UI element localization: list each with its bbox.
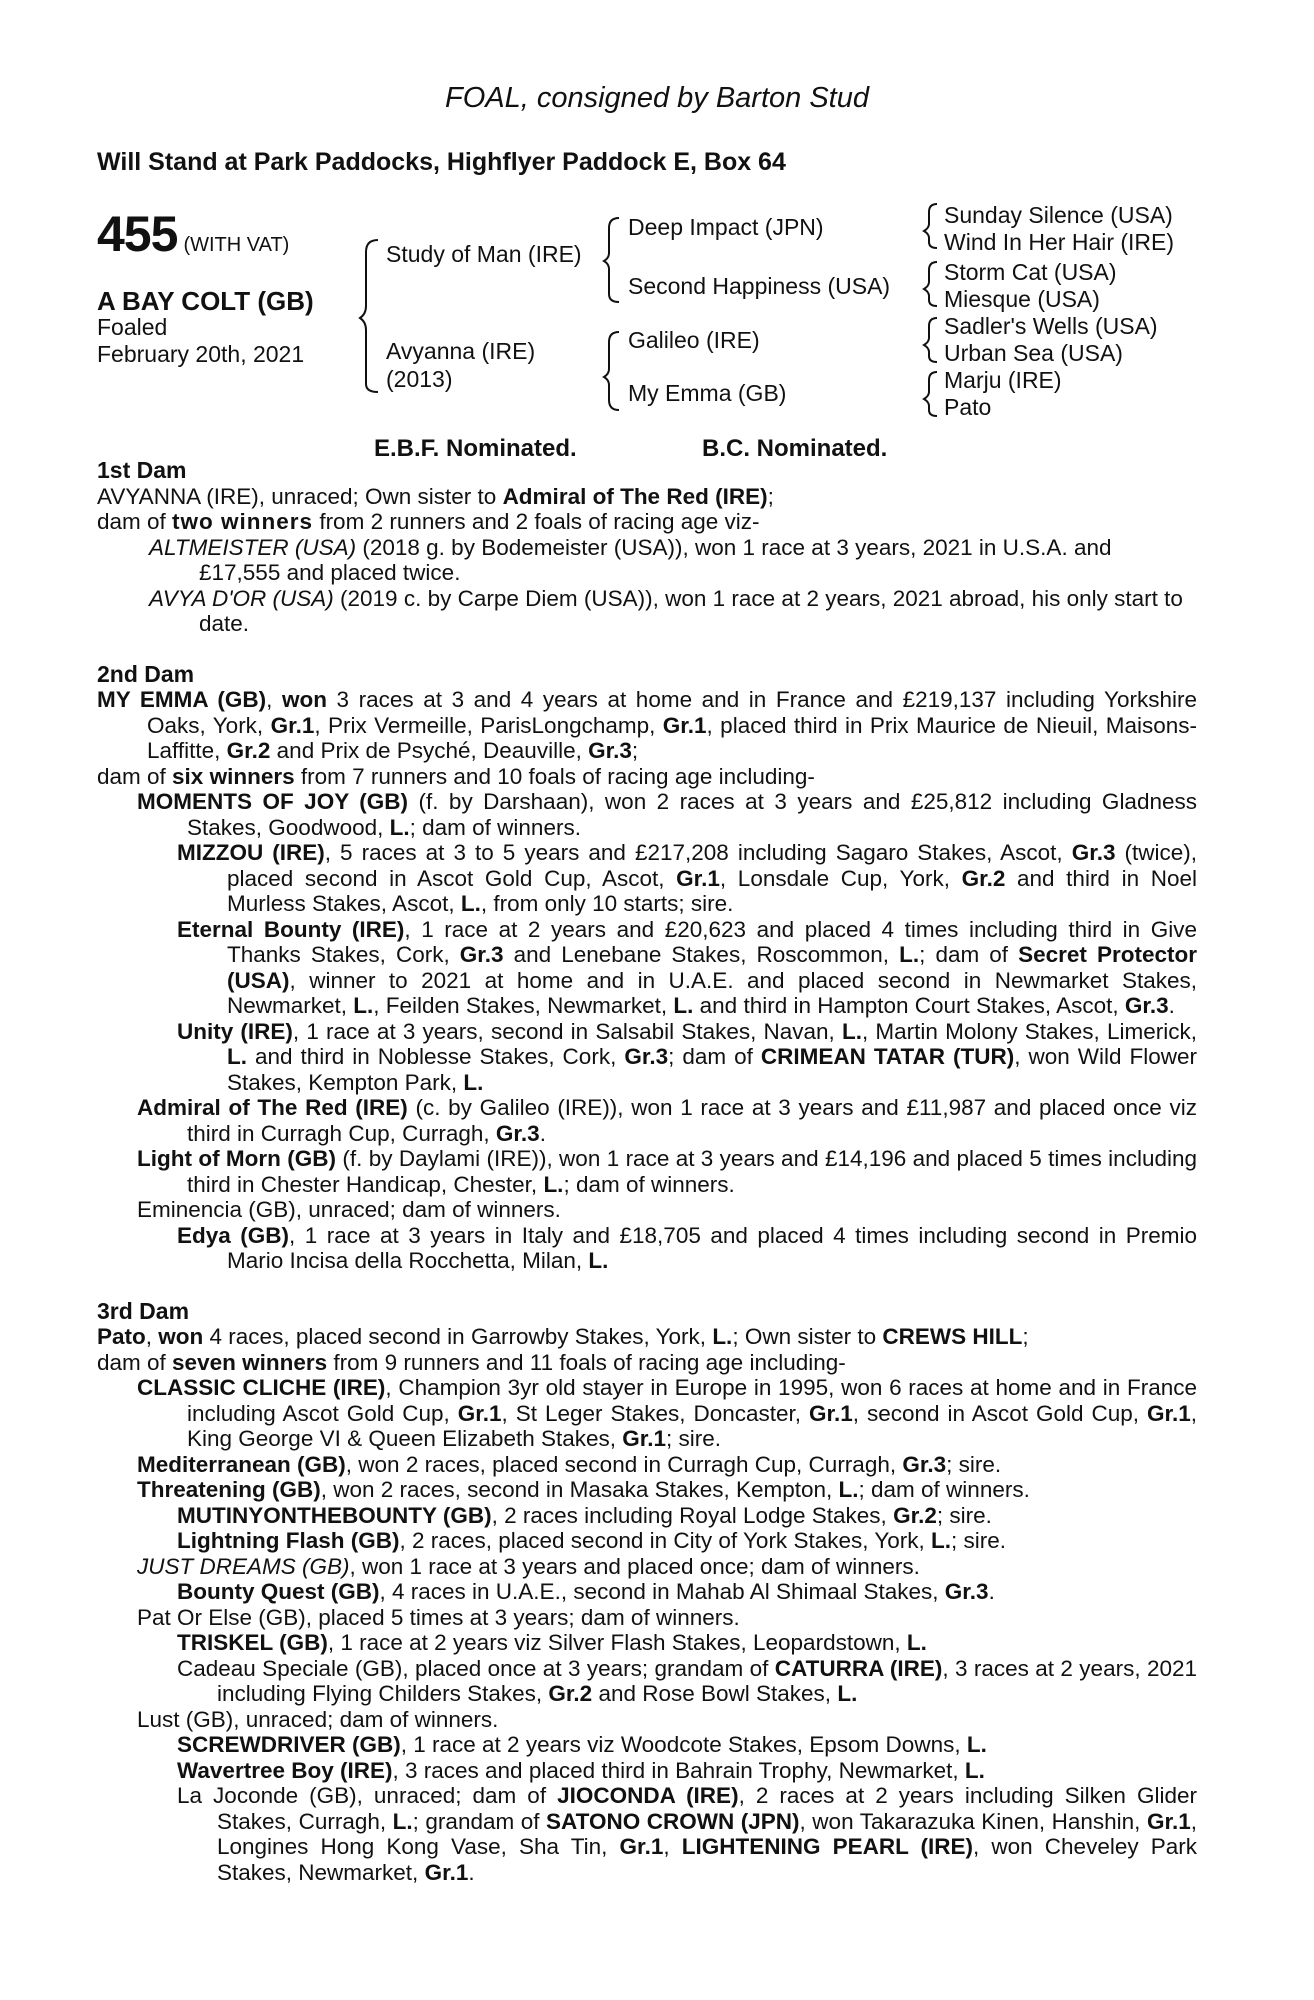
progeny-altmeister: ALTMEISTER (USA) (2018 g. by Bodemeister (USA)), won 1 race at 3 years, 2021 in U.S.A. and £17,555 and placed twice. (149, 534, 1112, 585)
progeny-threatening: Threatening (GB), won 2 races, second in Masaka Stakes, Kempton, L.; dam of winners. (137, 1477, 1030, 1502)
dam-sire: Galileo (IRE) (628, 327, 760, 353)
progeny-unity: Unity (IRE), 1 race at 3 years, second in Salsabil Stakes, Navan, L., Martin Molony Stakes, Limerick, L. and third in Noblesse Stakes, Cork, Gr.3; dam of CRIMEAN TATAR (TUR), won Wild Flower Stakes, Kempton Park, L. (177, 1018, 1198, 1095)
gen3-ddd: Pato (944, 394, 992, 420)
gen3-sdd: Miesque (USA) (944, 286, 1100, 312)
progeny-bounty-quest: Bounty Quest (GB), 4 races in U.A.E., second in Mahab Al Shimaal Stakes, Gr.3. (177, 1579, 995, 1604)
progeny-mutinyonthebounty: MUTINYONTHEBOUNTY (GB), 2 races including Royal Lodge Stakes, Gr.2; sire. (177, 1502, 992, 1528)
gen3-dsd: Urban Sea (USA) (944, 340, 1123, 366)
bc-nomination: B.C. Nominated. (702, 435, 888, 462)
catalogue-header: FOAL, consigned by Barton Stud (445, 82, 869, 114)
progeny-pat-or-else: Pat Or Else (GB), placed 5 times at 3 years; dam of winners. (137, 1604, 740, 1630)
gen3-dds: Marju (IRE) (944, 367, 1062, 393)
first-dam-title: 1st Dam (97, 457, 187, 483)
lot-description: A BAY COLT (GB) (97, 286, 314, 316)
ebf-nomination: E.B.F. Nominated. (374, 435, 577, 462)
progeny-cadeau-speciale: Cadeau Speciale (GB), placed once at 3 years; grandam of CATURRA (IRE), 3 races at 2 years, 2021 including Flying Childers Stakes, Gr.2 and Rose Bowl Stakes, L. (177, 1655, 1197, 1706)
gen3-ssd: Wind In Her Hair (IRE) (944, 229, 1175, 255)
sire-dam: Second Happiness (USA) (628, 273, 891, 299)
progeny-classic-cliche: CLASSIC CLICHE (IRE), Champion 3yr old stayer in Europe in 1995, won 6 races at home and in France including Ascot Gold Cup, Gr.1, St Leger Stakes, Doncaster, Gr.1, second in Ascot Gold Cup, Gr.1, King George VI & Queen Elizabeth Stakes, Gr.1; sire. (137, 1375, 1197, 1451)
progeny-just-dreams: JUST DREAMS (GB), won 1 race at 3 years and placed once; dam of winners. (137, 1553, 920, 1579)
sire: Study of Man (IRE) (386, 241, 582, 267)
dam-dam: My Emma (GB) (628, 380, 787, 406)
dam-year: (2013) (386, 366, 453, 392)
foaled-label: Foaled (97, 314, 168, 340)
third-dam-line2: dam of seven winners from 9 runners and 11 foals of racing age including- (97, 1349, 846, 1375)
progeny-eminencia: Eminencia (GB), unraced; dam of winners. (137, 1197, 561, 1222)
second-dam-line1: MY EMMA (GB), won 3 races at 3 and 4 years at home and in France and £219,137 including Yorkshire Oaks, York, Gr.1, Prix Vermeille, ParisLongchamp, Gr.1, placed third in Prix Maurice de Nieuil, Maisons-Laffitte, Gr.2 and Prix de Psyché, Deauville, Gr.3; (97, 687, 1197, 763)
progeny-lightning-flash: Lightning Flash (GB), 2 races, placed second in City of York Stakes, York, L.; sire. (177, 1528, 1007, 1553)
progeny-eternal-bounty: Eternal Bounty (IRE), 1 race at 2 years and £20,623 and placed 4 times including third in Give Thanks Stakes, Cork, Gr.3 and Lenebane Stakes, Roscommon, L.; dam of Secret Protector (USA), winner to 2021 at home and in U.A.E. and placed second in Newmarket Stakes, Newmarket, L., Feilden Stakes, Newmarket, L. and third in Hampton Court Stakes, Ascot, Gr.3. (177, 916, 1197, 1018)
second-dam-line2: dam of six winners from 7 runners and 10 foals of racing age including- (97, 763, 815, 789)
gen3-sss: Sunday Silence (USA) (944, 202, 1173, 228)
progeny-la-joconde: La Joconde (GB), unraced; dam of JIOCONDA (IRE), 2 races at 2 years including Silken Glider Stakes, Curragh, L.; grandam of SATONO CROWN (JPN), won Takarazuka Kinen, Hanshin, Gr.1, Longines Hong Kong Vase, Sha Tin, Gr.1, LIGHTENING PEARL (IRE), won Cheveley Park Stakes, Newmarket, Gr.1. (177, 1783, 1198, 1885)
third-dam-line1: Pato, won 4 races, placed second in Garrowby Stakes, York, L.; Own sister to CREWS HILL; (97, 1324, 1029, 1349)
gen3-sds: Storm Cat (USA) (944, 259, 1117, 285)
stand-location: Will Stand at Park Paddocks, Highflyer Paddock E, Box 64 (97, 148, 786, 176)
progeny-triskel: TRISKEL (GB), 1 race at 2 years viz Silver Flash Stakes, Leopardstown, L. (177, 1630, 927, 1655)
third-dam-title: 3rd Dam (97, 1297, 190, 1324)
first-dam-line2: dam of two winners from 2 runners and 2 foals of racing age viz- (97, 509, 760, 534)
progeny-edya: Edya (GB), 1 race at 3 years in Italy and £18,705 and placed 4 times including second in Premio Mario Incisa della Rocchetta, Milan, L. (177, 1222, 1197, 1273)
sire-sire: Deep Impact (JPN) (628, 214, 824, 240)
progeny-avya-dor: AVYA D'OR (USA) (2019 c. by Carpe Diem (USA)), won 1 race at 2 years, 2021 abroad, his only start to date. (149, 585, 1183, 636)
gen3-dss: Sadler's Wells (USA) (944, 313, 1158, 339)
dam: Avyanna (IRE) (386, 338, 536, 364)
vat-note: (WITH VAT) (183, 234, 290, 256)
progeny-wavertree-boy: Wavertree Boy (IRE), 3 races and placed third in Bahrain Trophy, Newmarket, L. (177, 1757, 985, 1783)
progeny-admiral-of-the-red: Admiral of The Red (IRE) (c. by Galileo (IRE)), won 1 race at 3 years and £11,987 and placed once viz third in Curragh Cup, Curragh, Gr.3. (137, 1095, 1197, 1146)
progeny-moments-of-joy: MOMENTS OF JOY (GB) (f. by Darshaan), won 2 races at 3 years and £25,812 including Gladness Stakes, Goodwood, L.; dam of winners. (137, 789, 1197, 840)
second-dam-title: 2nd Dam (97, 660, 195, 687)
foaled-date: February 20th, 2021 (97, 341, 305, 367)
progeny-mizzou: MIZZOU (IRE), 5 races at 3 to 5 years and £217,208 including Sagaro Stakes, Ascot, Gr.3 (twice), placed second in Ascot Gold Cup, Ascot, Gr.1, Lonsdale Cup, York, Gr.2 and third in Noel Murless Stakes, Ascot, L., from only 10 starts; sire. (177, 840, 1198, 916)
progeny-lust: Lust (GB), unraced; dam of winners. (137, 1706, 499, 1732)
lot-number: 455 (97, 206, 178, 262)
progeny-light-of-morn: Light of Morn (GB) (f. by Daylami (IRE)), won 1 race at 3 years and £14,196 and placed 5 times including third in Chester Handicap, Chester, L.; dam of winners. (137, 1146, 1197, 1197)
progeny-screwdriver: SCREWDRIVER (GB), 1 race at 2 years viz Woodcote Stakes, Epsom Downs, L. (177, 1732, 987, 1757)
catalogue-body (97, 458, 1197, 1885)
progeny-mediterranean: Mediterranean (GB), won 2 races, placed second in Curragh Cup, Curragh, Gr.3; sire. (137, 1451, 1002, 1477)
first-dam-line1: AVYANNA (IRE), unraced; Own sister to Admiral of The Red (IRE); (97, 483, 774, 509)
